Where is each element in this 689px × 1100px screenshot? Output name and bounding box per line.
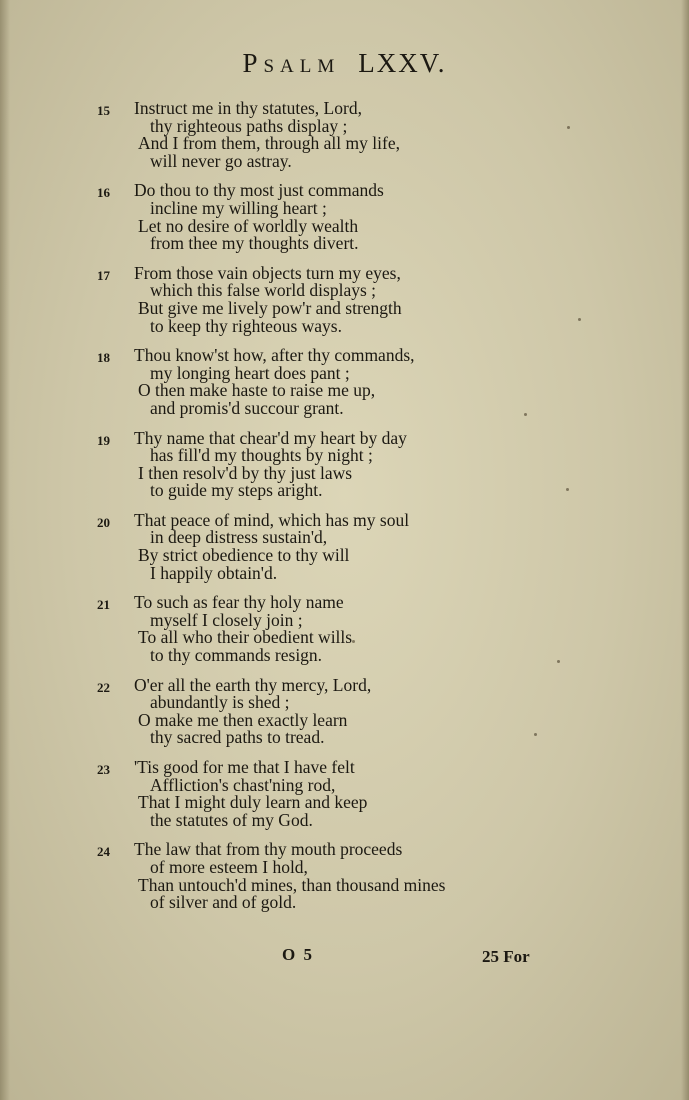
verse-line: Thou know'st how, after thy commands, bbox=[134, 345, 415, 366]
verse-number: 21 bbox=[97, 597, 110, 613]
verse-line: O then make haste to raise me up, bbox=[138, 380, 376, 401]
verse-number: 18 bbox=[97, 350, 110, 366]
signature-mark: O 5 bbox=[282, 945, 314, 964]
verse-line: thy righteous paths display ; bbox=[150, 115, 348, 136]
verse-line: and promis'd succour grant. bbox=[150, 397, 344, 418]
verse-line: abundantly is shed ; bbox=[150, 692, 290, 713]
stanza bbox=[97, 674, 552, 748]
verse-line: Than untouch'd mines, than thousand mines bbox=[138, 874, 446, 895]
verse-line: I happily obtain'd. bbox=[150, 562, 278, 583]
paper-speck bbox=[566, 488, 569, 491]
verse-line: To all who their obedient wills bbox=[138, 627, 353, 648]
verse-line: will never go astray. bbox=[150, 150, 292, 171]
verse-line: Let no desire of worldly wealth bbox=[138, 215, 359, 236]
verse-number: 19 bbox=[97, 432, 110, 448]
verse-line: Thy name that chear'd my heart by day bbox=[134, 427, 407, 448]
page-footer bbox=[0, 945, 689, 975]
header-psalm-number: LXXV. bbox=[358, 48, 447, 78]
verse-line: incline my willing heart ; bbox=[150, 197, 327, 218]
verse-line: From those vain objects turn my eyes, bbox=[134, 262, 401, 283]
verse-number: 22 bbox=[97, 679, 110, 695]
verse-line: O make me then exactly learn bbox=[138, 709, 348, 730]
verse-line: from thee my thoughts divert. bbox=[150, 233, 359, 254]
stanza bbox=[97, 839, 552, 913]
verse-line: Instruct me in thy statutes, Lord, bbox=[134, 98, 362, 118]
paper-speck bbox=[578, 318, 581, 321]
stanza bbox=[97, 180, 552, 254]
stanza bbox=[97, 509, 552, 583]
verse-line: O'er all the earth thy mercy, Lord, bbox=[134, 674, 372, 695]
header-word: Psalm bbox=[242, 48, 341, 78]
verse-line: That I might duly learn and keep bbox=[138, 792, 368, 813]
verse-line: Affliction's chast'ning rod, bbox=[150, 774, 336, 795]
verse-line: which this false world displays ; bbox=[150, 280, 377, 301]
page-left-shadow bbox=[0, 0, 10, 1100]
verse-line: I then resolv'd by thy just laws bbox=[138, 462, 353, 483]
verse-line: To such as fear thy holy name bbox=[134, 592, 344, 613]
running-header bbox=[0, 48, 689, 79]
verse-line: my longing heart does pant ; bbox=[150, 362, 350, 383]
verse-line: to guide my steps aright. bbox=[150, 480, 323, 501]
verse-line: thy sacred paths to tread. bbox=[150, 727, 325, 748]
verse-number: 24 bbox=[97, 844, 110, 860]
verse-line: has fill'd my thoughts by night ; bbox=[150, 445, 373, 466]
verse-line: in deep distress sustain'd, bbox=[150, 527, 328, 548]
verse-number: 15 bbox=[97, 103, 110, 118]
verse-line: the statutes of my God. bbox=[150, 809, 313, 830]
verse-line: But give me lively pow'r and strength bbox=[138, 297, 402, 318]
verse-number: 20 bbox=[97, 514, 110, 530]
page-right-shadow bbox=[681, 0, 689, 1100]
paper-speck bbox=[524, 413, 527, 416]
verse-line: to keep thy righteous ways. bbox=[150, 315, 342, 336]
stanza bbox=[97, 427, 552, 501]
paper-speck bbox=[352, 640, 355, 643]
stanza bbox=[97, 592, 552, 666]
stanza bbox=[97, 262, 552, 336]
verse-line: The law that from thy mouth proceeds bbox=[134, 839, 403, 860]
verse-line: That peace of mind, which has my soul bbox=[134, 509, 410, 530]
verse-line: And I from them, through all my life, bbox=[138, 133, 400, 154]
verse-line: By strict obedience to thy will bbox=[138, 545, 350, 566]
psalm-verses bbox=[97, 98, 552, 924]
verse-line: of more esteem I hold, bbox=[150, 856, 308, 877]
stanza bbox=[97, 345, 552, 418]
verse-line: Do thou to thy most just commands bbox=[134, 180, 384, 201]
verse-number: 23 bbox=[97, 762, 110, 777]
verse-line: myself I closely join ; bbox=[150, 609, 303, 630]
verse-number: 16 bbox=[97, 185, 110, 201]
paper-speck bbox=[567, 126, 570, 129]
verse-number: 17 bbox=[97, 267, 110, 283]
verse-line: of silver and of gold. bbox=[150, 892, 297, 913]
stanza bbox=[97, 757, 552, 830]
verse-line: 'Tis good for me that I have felt bbox=[134, 757, 355, 777]
verse-line: to thy commands resign. bbox=[150, 645, 323, 666]
paper-speck bbox=[557, 660, 560, 663]
paper-speck bbox=[534, 733, 537, 736]
catchword: 25 For bbox=[482, 947, 530, 966]
stanza bbox=[97, 98, 552, 171]
